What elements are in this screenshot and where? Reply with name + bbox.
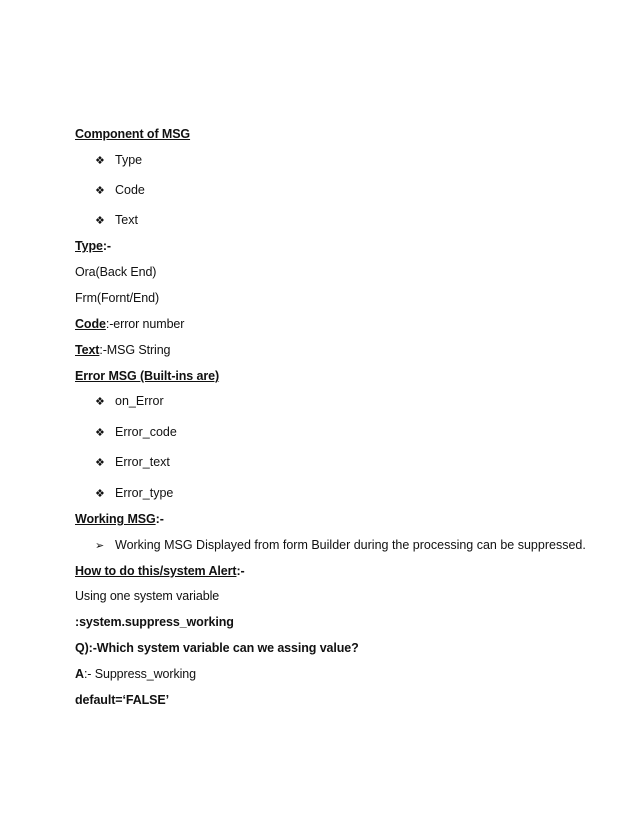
list-item xyxy=(95,212,138,229)
code-line xyxy=(75,316,184,332)
type-heading xyxy=(75,238,111,254)
type-suffix: :- xyxy=(102,239,111,253)
howto-label: How to do this/system Alert xyxy=(75,564,237,578)
diamond-bullet-icon: ❖ xyxy=(95,155,105,167)
arrow-bullet-icon: ➢ xyxy=(95,540,105,552)
working-msg-heading xyxy=(75,511,164,527)
text-label: Text xyxy=(75,343,100,357)
list-item-text: Error_type xyxy=(115,486,174,500)
list-item-text: on_Error xyxy=(115,394,164,408)
text-line xyxy=(75,342,170,358)
answer-label: A xyxy=(75,667,84,681)
type-label: Type xyxy=(75,239,103,253)
diamond-bullet-icon: ❖ xyxy=(95,488,105,500)
working-msg-suffix: :- xyxy=(155,512,164,526)
list-item xyxy=(95,454,170,471)
code-text: :-error number xyxy=(105,317,185,331)
diamond-bullet-icon: ❖ xyxy=(95,427,105,439)
diamond-bullet-icon: ❖ xyxy=(95,396,105,408)
type-value-ora: Ora(Back End) xyxy=(75,265,157,279)
list-item xyxy=(95,485,173,502)
howto-suffix: :- xyxy=(236,564,245,578)
list-item-text: Text xyxy=(115,213,138,227)
list-item-text: Error_code xyxy=(115,425,177,439)
answer-line xyxy=(75,666,196,682)
howto-heading xyxy=(75,563,245,579)
heading-error-msg: Error MSG (Built-ins are) xyxy=(75,369,220,383)
list-item xyxy=(95,424,177,441)
answer-text: :- Suppress_working xyxy=(83,667,196,681)
list-item-text: Code xyxy=(115,183,145,197)
question-line: Q):-Which system variable can we assing value? xyxy=(75,641,359,655)
default-line: default=‘FALSE’ xyxy=(75,693,170,707)
diamond-bullet-icon: ❖ xyxy=(95,215,105,227)
type-value-frm: Frm(Fornt/End) xyxy=(75,291,160,305)
using-system-variable: Using one system variable xyxy=(75,589,220,603)
diamond-bullet-icon: ❖ xyxy=(95,185,105,197)
list-item-text: Working MSG Displayed from form Builder during the processing can be suppressed. xyxy=(115,538,586,552)
heading-component-of-msg: Component of MSG xyxy=(75,127,191,141)
text-text: :-MSG String xyxy=(99,343,171,357)
diamond-bullet-icon: ❖ xyxy=(95,457,105,469)
code-label: Code xyxy=(75,317,106,331)
list-item xyxy=(95,393,164,410)
list-item xyxy=(95,182,145,199)
working-msg-label: Working MSG xyxy=(75,512,156,526)
system-variable-name: :system.suppress_working xyxy=(75,615,234,629)
list-item xyxy=(95,152,142,169)
list-item xyxy=(95,537,586,554)
list-item-text: Error_text xyxy=(115,455,170,469)
list-item-text: Type xyxy=(115,153,143,167)
